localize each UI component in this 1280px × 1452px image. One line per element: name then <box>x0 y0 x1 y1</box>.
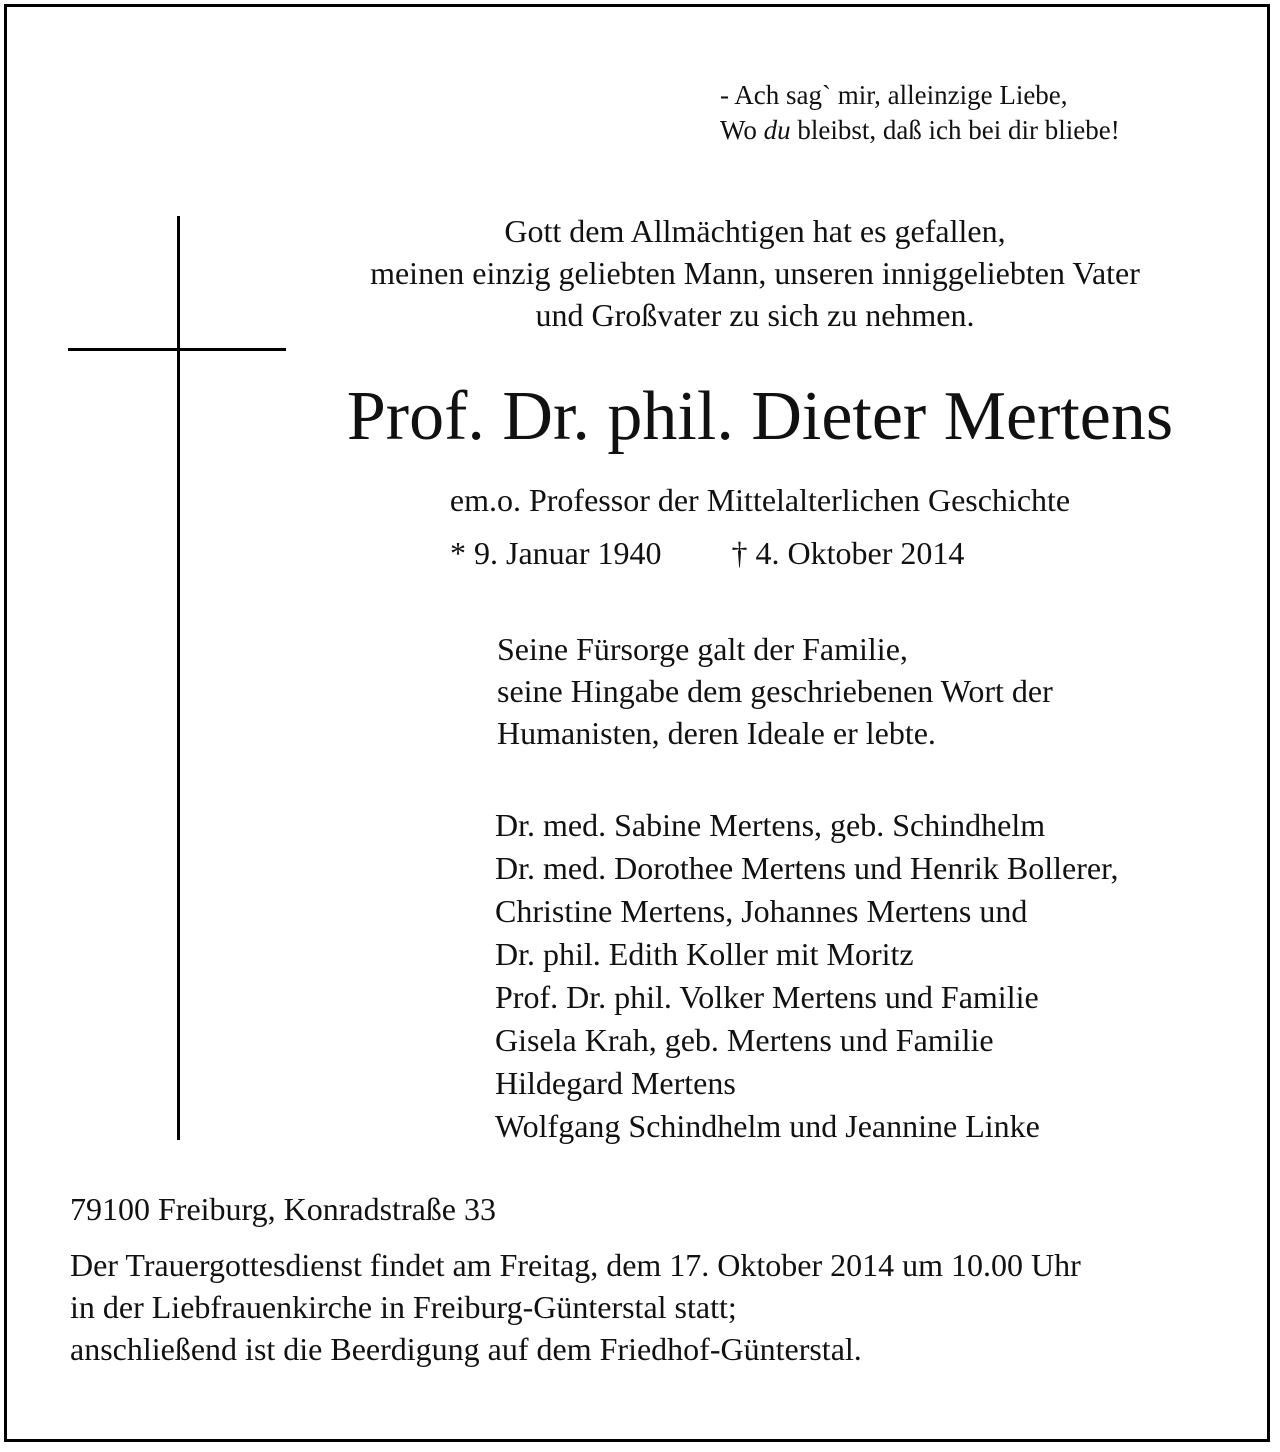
tribute-text <box>497 628 1053 754</box>
intro-line: meinen einzig geliebten Mann, unseren inniggeliebten Vater <box>370 255 1140 291</box>
intro-line: und Großvater zu sich zu nehmen. <box>535 297 975 333</box>
motto-line-2-end: bleibst, daß ich bei dir bliebe! <box>790 115 1120 145</box>
service-line: Der Trauergottesdienst findet am Freitag, dem 17. Oktober 2014 um 10.00 Uhr <box>70 1247 1081 1283</box>
intro-text <box>290 210 1220 336</box>
motto-line-2-start: Wo <box>720 115 764 145</box>
life-dates <box>450 532 964 574</box>
mourners-list <box>495 804 1118 1148</box>
family-address: 79100 Freiburg, Konradstraße 33 <box>70 1191 496 1227</box>
mourner-entry: Hildegard Mertens <box>495 1065 736 1101</box>
mourner-entry: Dr. med. Dorothee Mertens und Henrik Bollerer, <box>495 850 1119 886</box>
death-date: † 4. Oktober 2014 <box>731 535 965 571</box>
tribute-line: Humanisten, deren Ideale er lebte. <box>497 715 936 751</box>
tribute-line: Seine Fürsorge galt der Familie, <box>497 631 908 667</box>
tribute-line: seine Hingabe dem geschriebenen Wort der <box>497 673 1053 709</box>
mourner-entry: Wolfgang Schindhelm und Jeannine Linke <box>495 1108 1040 1144</box>
motto-line-2 <box>720 113 1120 148</box>
deceased-title: em.o. Professor der Mittelalterlichen Geschichte <box>449 482 1071 518</box>
service-line: anschließend ist die Beerdigung auf dem Friedhof-Günterstal. <box>70 1331 862 1367</box>
mourner-entry: Prof. Dr. phil. Volker Mertens und Familie <box>495 979 1039 1015</box>
intro-line: Gott dem Allmächtigen hat es gefallen, <box>504 213 1006 249</box>
service-line: in der Liebfrauenkirche in Freiburg-Günterstal statt; <box>70 1289 737 1325</box>
motto-line-1: - Ach sag` mir, alleinzige Liebe, <box>720 80 1068 110</box>
deceased-name: Prof. Dr. phil. Dieter Mertens <box>346 378 1174 455</box>
birth-date: * 9. Januar 1940 <box>450 535 662 571</box>
cross-icon-vertical-bar <box>177 216 180 1140</box>
cross-icon-horizontal-bar <box>68 348 286 351</box>
mourner-entry: Dr. phil. Edith Koller mit Moritz <box>495 936 914 972</box>
motto-line-2-emphasis: du <box>763 115 791 145</box>
motto-verse <box>720 78 1120 148</box>
mourner-entry: Dr. med. Sabine Mertens, geb. Schindhelm <box>495 807 1046 843</box>
funeral-service-info <box>70 1244 1081 1370</box>
mourner-entry: Gisela Krah, geb. Mertens und Familie <box>495 1022 994 1058</box>
mourner-entry: Christine Mertens, Johannes Mertens und <box>495 893 1028 929</box>
